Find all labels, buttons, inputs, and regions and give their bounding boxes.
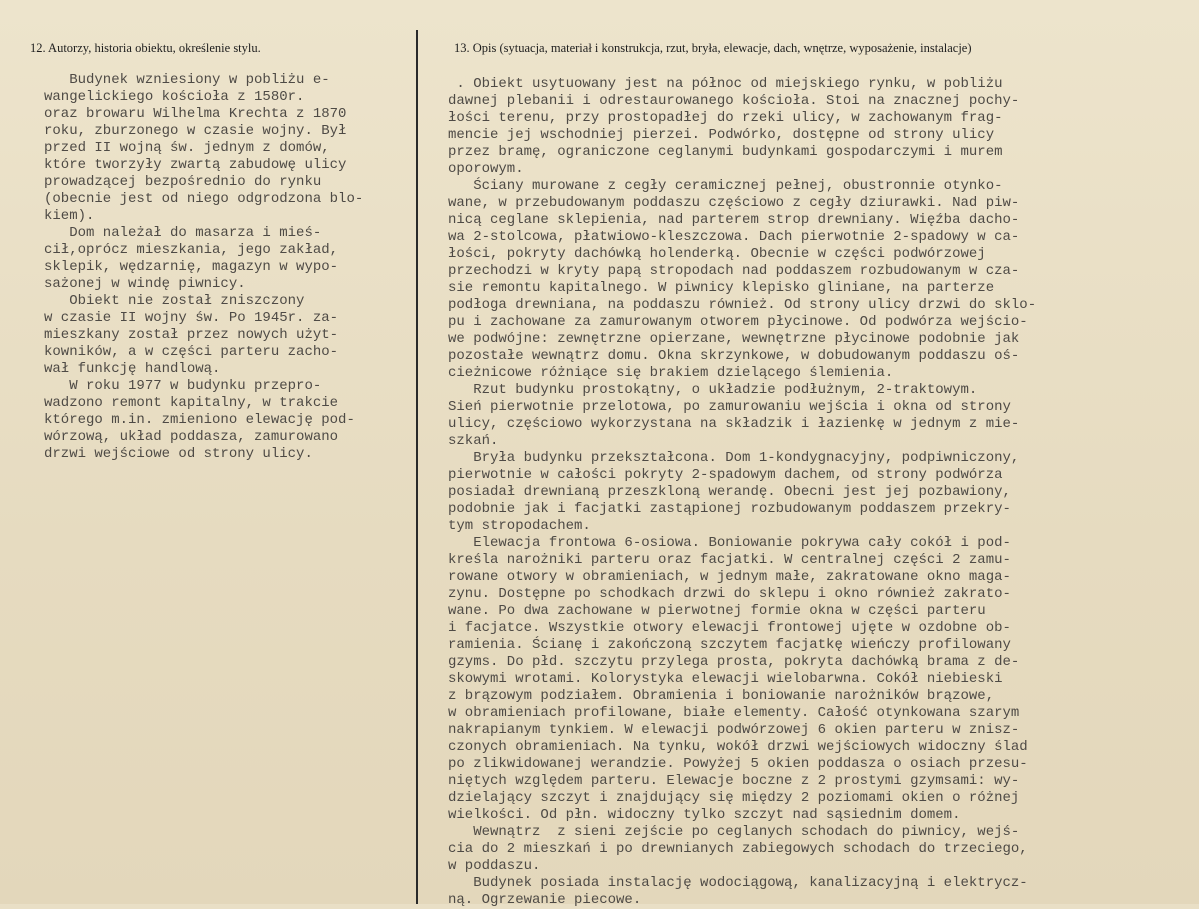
text-line: łości, pokryty dachówką holenderką. Obecnie w części podwórzowej <box>448 246 986 262</box>
text-line: szkań. <box>448 433 499 449</box>
text-line: mencie jej wschodniej pierzei. Podwórko, dostępne od strony ulicy <box>448 127 995 143</box>
text-line: Wewnątrz z sieni zejście po ceglanych schodach do piwnicy, wejś- <box>448 824 1020 840</box>
section-13-header: 13. Opis (sytuacja, materiał i konstrukcja, rzut, bryła, elewacje, dach, wnętrze, wyposażenie, instalacje) <box>454 41 972 55</box>
text-line: (obecnie jest od niego odgrodzona blo- <box>44 191 364 207</box>
text-line: Dom należał do masarza i mieś- <box>44 225 322 241</box>
text-line: przez bramę, ograniczone ceglanymi budynkami gospodarczymi i murem <box>448 144 1003 160</box>
text-line: podobnie jak i facjatki zastąpionej rozbudowanym poddaszem przekry- <box>448 501 1011 517</box>
text-line: Sień pierwotnie przelotowa, po zamurowaniu wejścia i okna od strony <box>448 399 1011 415</box>
text-line: gzyms. Do płd. szczytu przylega prosta, pokryta dachówką brama z de- <box>448 654 1020 670</box>
text-line: przed II wojną św. jednym z domów, <box>44 140 330 156</box>
text-line: Budynek posiada instalację wodociągową, kanalizacyjną i elektrycz- <box>448 875 1028 891</box>
text-line: kowników, a w części parteru zacho- <box>44 344 339 360</box>
text-line: nakrapianym tynkiem. W elewacji podwórzowej 6 okien parteru w znisz- <box>448 722 1020 738</box>
text-line: Elewacja frontowa 6-osiowa. Boniowanie pokrywa cały cokół i pod- <box>448 535 1011 551</box>
text-line: sklepik, wędzarnię, magazyn w wypo- <box>44 259 339 275</box>
text-line: cił,oprócz mieszkania, jego zakład, <box>44 242 339 258</box>
text-line: oporowym. <box>448 161 524 177</box>
text-line: z brązowym podziałem. Obramienia i boniowanie narożników brązowe, <box>448 688 995 704</box>
text-line: mieszkany został przez nowych użyt- <box>44 327 339 343</box>
column-divider <box>416 30 418 904</box>
text-line: wórzową, układ poddasza, zamurowano <box>44 429 339 445</box>
text-line: ną. Ogrzewanie piecowe. <box>448 892 642 908</box>
text-line: skowymi wrotami. Kolorystyka elewacji wielobarwna. Cokół niebieski <box>448 671 1003 687</box>
text-line: dawnej plebanii i odrestaurowanego kościoła. Stoi na znacznej pochy- <box>448 93 1020 109</box>
text-line: sażonej w windę piwnicy. <box>44 276 246 292</box>
text-line: prowadzącej bezpośrednio do rynku <box>44 174 322 190</box>
text-line: wadzono remont kapitalny, w trakcie <box>44 395 339 411</box>
text-line: wane. Po dwa zachowane w pierwotnej formie okna w części parteru <box>448 603 986 619</box>
text-line: Budynek wzniesiony w pobliżu e- <box>44 72 330 88</box>
text-line: pierwotnie w całości pokryty 2-spadowym dachem, od strony podwórza <box>448 467 1003 483</box>
text-line: podłoga drewniana, na poddaszu również. Od strony ulicy drzwi do sklo- <box>448 297 1037 313</box>
text-line: oraz browaru Wilhelma Krechta z 1870 <box>44 106 347 122</box>
text-line: wangelickiego kościoła z 1580r. <box>44 89 305 105</box>
text-line: W roku 1977 w budynku przepro- <box>44 378 322 394</box>
history-text-column <box>44 72 363 463</box>
text-line: Rzut budynku prostokątny, o układzie podłużnym, 2-traktowym. <box>448 382 978 398</box>
section-12-header: 12. Autorzy, historia obiektu, określenie stylu. <box>30 41 261 55</box>
text-line: Bryła budynku przekształcona. Dom 1-kondygnacyjny, podpiwniczony, <box>448 450 1020 466</box>
text-line: w obramieniach profilowane, białe elementy. Całość otynkowana szarym <box>448 705 1020 721</box>
text-line: w czasie II wojny św. Po 1945r. za- <box>44 310 339 326</box>
text-line: po zlikwidowanej werandzie. Powyżej 5 okien poddasza o osiach przesu- <box>448 756 1028 772</box>
text-line: łości terenu, przy prostopadłej do rzeki ulicy, w zachowanym frag- <box>448 110 1003 126</box>
text-line: którego m.in. zmieniono elewację pod- <box>44 412 355 428</box>
text-line: pu i zachowane za zamurowanym otworem płycinowe. Od podwórza wejścio- <box>448 314 1028 330</box>
text-line: tym stropodachem. <box>448 518 591 534</box>
text-line: przechodzi w kryty papą stropodach nad poddaszem rozbudowanym w cza- <box>448 263 1020 279</box>
description-text-column <box>448 76 1036 909</box>
text-line: dzielający szczyt i znajdujący się między 2 poziomami okien o różnej <box>448 790 1020 806</box>
text-line: roku, zburzonego w czasie wojny. Był <box>44 123 347 139</box>
text-line: we podwójne: zewnętrzne opierzane, wewnętrzne płycinowe podobnie jak <box>448 331 1020 347</box>
text-line: cia do 2 mieszkań i po drewnianych zabiegowych schodach do trzeciego, <box>448 841 1028 857</box>
text-line: posiadał drewnianą przeszkloną werandę. Obecni jest jej pozbawiony, <box>448 484 1011 500</box>
text-line: wielkości. Od płn. widoczny tylko szczyt nad sąsiednim domem. <box>448 807 961 823</box>
text-line: nicą ceglane sklepienia, nad parterem strop drewniany. Więźba dacho- <box>448 212 1020 228</box>
text-line: wał funkcję handlową. <box>44 361 221 377</box>
text-line: niętych względem parteru. Elewacje boczne z 2 prostymi gzymsami: wy- <box>448 773 1020 789</box>
text-line: zynu. Dostępne po schodkach drzwi do sklepu i okno również zakrato- <box>448 586 1011 602</box>
text-line: wa 2-stolcowa, płatwiowo-kleszczowa. Dach pierwotnie 2-spadowy w ca- <box>448 229 1020 245</box>
text-line: Ściany murowane z cegły ceramicznej pełnej, obustronnie otynko- <box>448 178 1003 194</box>
text-line: i facjatce. Wszystkie otwory elewacji frontowej ujęte w ozdobne ob- <box>448 620 1011 636</box>
text-line: cieżnicowe różniące się brakiem dzielącego ślemienia. <box>448 365 894 381</box>
text-line: drzwi wejściowe od strony ulicy. <box>44 446 313 462</box>
text-line: ulicy, częściowo wykorzystana na składzik i łazienkę w jednym z mie- <box>448 416 1020 432</box>
text-line: czonych obramieniach. Na tynku, wokół drzwi wejściowych widoczny ślad <box>448 739 1028 755</box>
text-line: wane, w przebudowanym poddaszu częściowo z cegły dziurawki. Nad piw- <box>448 195 1020 211</box>
text-line: w poddaszu. <box>448 858 541 874</box>
text-line: Obiekt nie został zniszczony <box>44 293 305 309</box>
text-line: sie remontu kapitalnego. W piwnicy klepisko gliniane, na parterze <box>448 280 995 296</box>
text-line: pozostałe wewnątrz domu. Okna skrzynkowe, w dobudowanym poddaszu oś- <box>448 348 1020 364</box>
text-line: które tworzyły zwartą zabudowę ulicy <box>44 157 347 173</box>
text-line: rowane otwory w obramieniach, w jednym małe, zakratowane okno maga- <box>448 569 1011 585</box>
text-line: kiem). <box>44 208 95 224</box>
text-line: . Obiekt usytuowany jest na północ od miejskiego rynku, w pobliżu <box>448 76 1003 92</box>
text-line: kreśla narożniki parteru oraz facjatki. W centralnej części 2 zamu- <box>448 552 1011 568</box>
text-line: ramienia. Ścianę i zakończoną szczytem facjatkę wieńczy profilowany <box>448 637 1011 653</box>
